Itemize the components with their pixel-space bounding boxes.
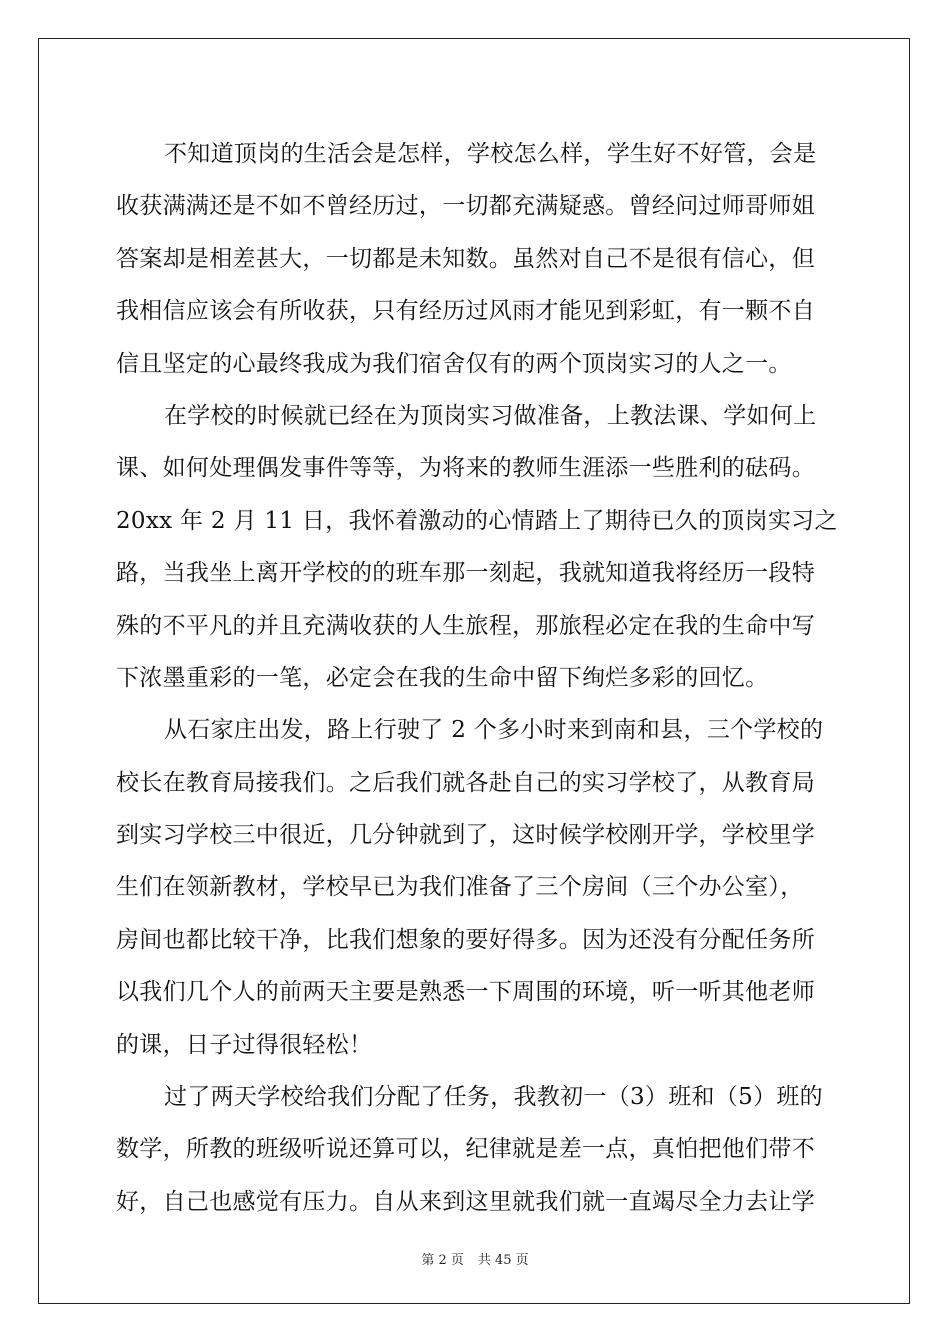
text-line: 生们在领新教材，学校早已为我们准备了三个房间（三个办公室），: [116, 874, 804, 901]
text-line: 路，当我坐上离开学校的的班车那一刻起，我就知道我将经历一段特: [116, 560, 815, 587]
text-line: 好，自己也感觉有压力。自从来到这里就我们就一直竭尽全力去让学: [116, 1188, 815, 1215]
text-line: 到实习学校三中很近，几分钟就到了，这时候学校刚开学，学校里学: [116, 822, 815, 849]
text-line: 我相信应该会有所收获，只有经历过风雨才能见到彩虹，有一颗不自: [116, 298, 815, 325]
text-line: 过了两天学校给我们分配了任务，我教初一（3）班和（5）班的: [164, 1084, 823, 1111]
text-line: 的课，日子过得很轻松！: [116, 1031, 373, 1058]
text-line: 答案却是相差甚大，一切都是未知数。虽然对自己不是很有信心，但: [116, 245, 815, 272]
text-line: 下浓墨重彩的一笔，必定会在我的生命中留下绚烂多彩的回忆。: [116, 664, 769, 691]
text-line: 在学校的时候就已经在为顶岗实习做准备，上教法课、学如何上: [164, 402, 817, 429]
text-line: 课、如何处理偶发事件等等，为将来的教师生涯添一些胜利的砝码。: [116, 455, 815, 482]
text-line: 校长在教育局接我们。之后我们就各赴自己的实习学校了，从教育局: [116, 769, 815, 796]
text-line: 殊的不平凡的并且充满收获的人生旅程，那旅程必定在我的生命中写: [116, 612, 815, 639]
page-footer: [0, 1249, 950, 1268]
text-line: 房间也都比较干净，比我们想象的要好得多。因为还没有分配任务所: [116, 926, 815, 953]
document-body: [116, 128, 836, 1228]
text-line: 20xx 年 2 月 11 日，我怀着激动的心情踏上了期待已久的顶岗实习之: [116, 507, 838, 534]
text-line: 收获满满还是不如不曾经历过，一切都充满疑惑。曾经问过师哥师姐: [116, 193, 815, 220]
text-line: 信且坚定的心最终我成为我们宿舍仅有的两个顶岗实习的人之一。: [116, 350, 792, 377]
text-line: 从石家庄出发，路上行驶了 2 个多小时来到南和县，三个学校的: [164, 717, 824, 744]
page-number: 第 2 页: [421, 1253, 464, 1268]
total-pages: 共 45 页: [477, 1253, 529, 1268]
text-line: 不知道顶岗的生活会是怎样，学校怎么样，学生好不好管，会是: [164, 141, 817, 167]
text-line: 以我们几个人的前两天主要是熟悉一下周围的环境，听一听其他老师: [116, 979, 815, 1006]
text-line: 数学，所教的班级听说还算可以，纪律就是差一点，真怕把他们带不: [116, 1136, 815, 1163]
